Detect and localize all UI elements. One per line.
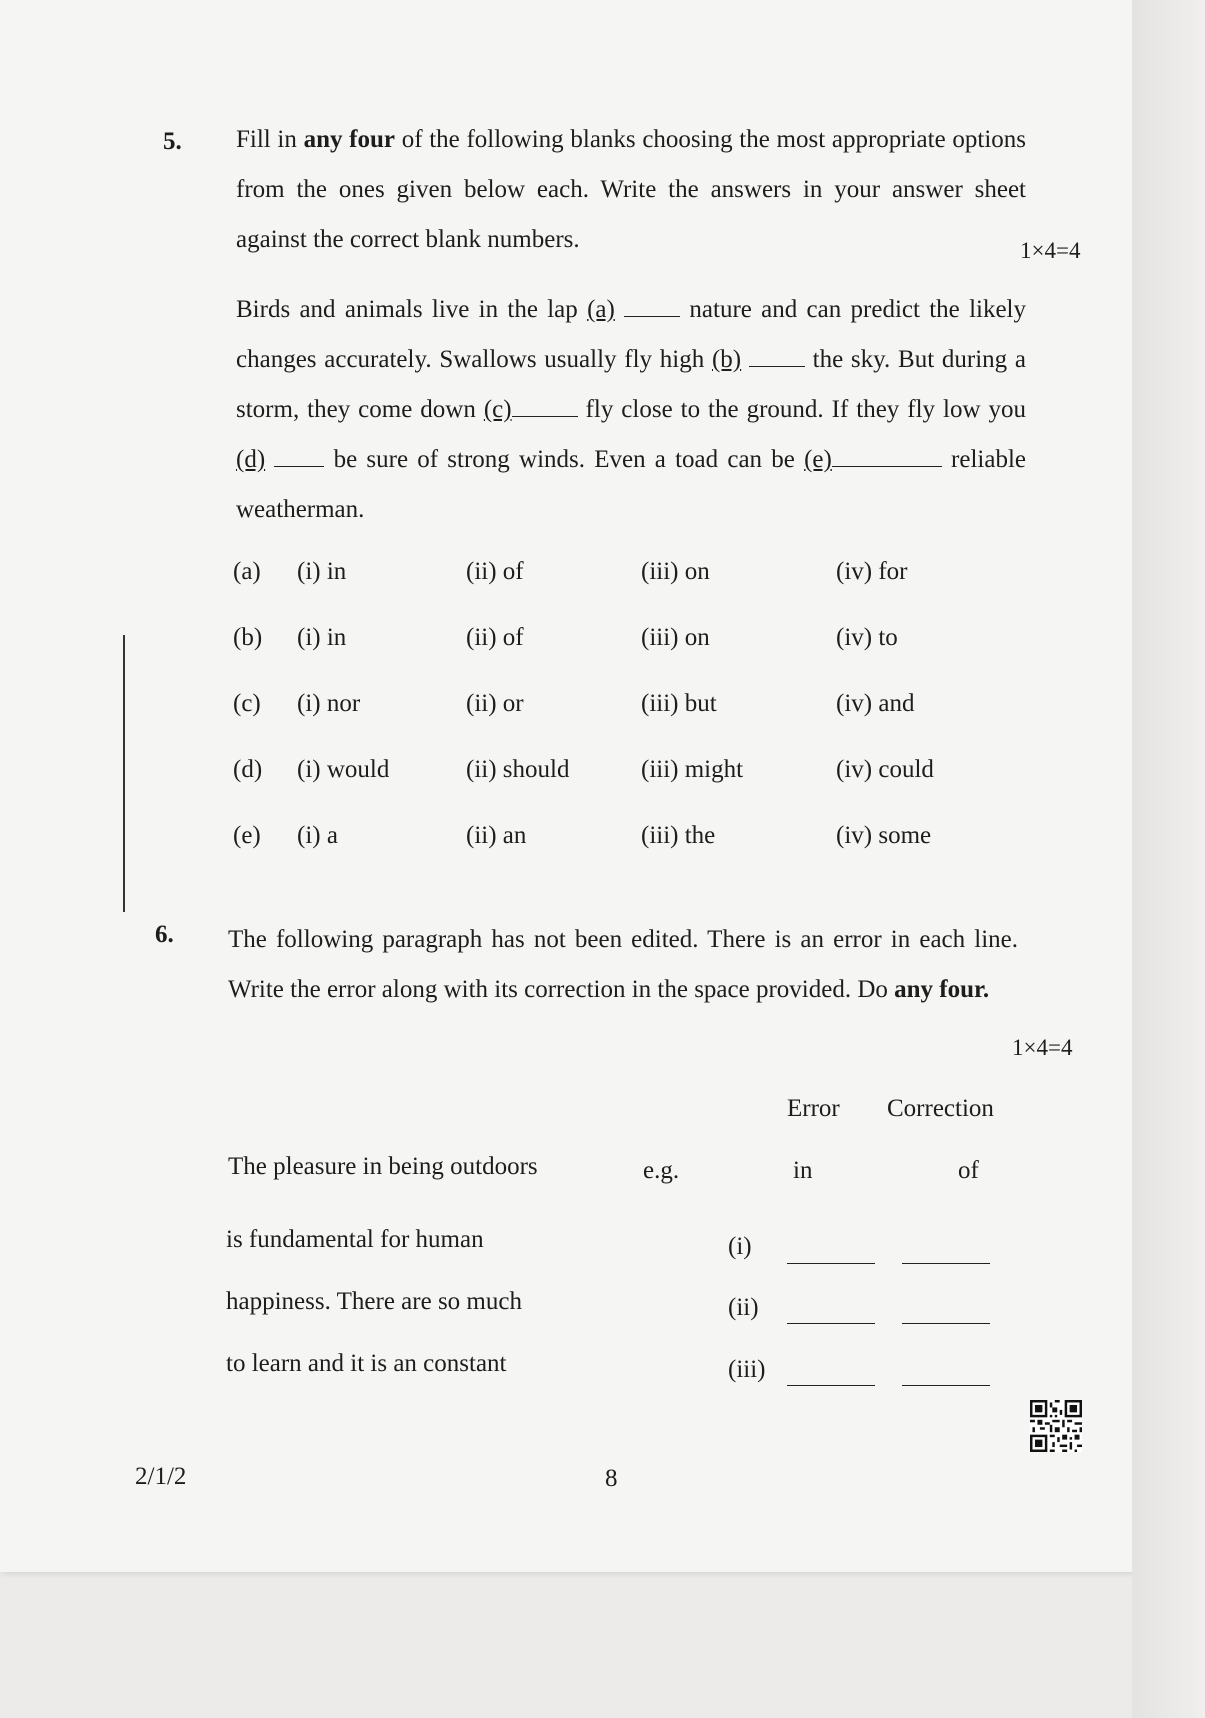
option-ii: (ii) or (466, 690, 524, 717)
option-ii: (ii) of (466, 558, 524, 585)
options-row-d (233, 756, 993, 792)
option-row-label: (b) (233, 624, 263, 651)
option-row-label: (c) (233, 690, 261, 717)
option-iv: (iv) some (836, 822, 932, 849)
blank-label-b: (b) (711, 346, 742, 373)
paragraph-line-2: happiness. There are so much (226, 1288, 522, 1315)
option-iv: (iv) to (836, 624, 898, 651)
page-edge (1132, 0, 1205, 1718)
column-header-error: Error (787, 1095, 840, 1122)
question-5-marks: 1×4=4 (1020, 238, 1081, 263)
options-row-b (233, 624, 993, 660)
option-i: (i) nor (297, 690, 361, 717)
passage-text-3: the sky. But during a storm, they come down (236, 346, 1026, 423)
error-blank-ii (787, 1322, 875, 1324)
option-i: (i) would (297, 756, 390, 783)
option-ii: (ii) an (466, 822, 527, 849)
option-iv: (iv) and (836, 690, 915, 717)
option-row-label: (e) (233, 822, 261, 849)
blank-b (749, 346, 805, 367)
question-6-instructions (228, 915, 1018, 1015)
passage-text-4: fly close to the ground. If they fly low you (577, 396, 1026, 423)
blank-e (832, 446, 942, 467)
q5-instr-text-2: of the following blanks choosing the most appropriate options from the ones given below each. Write the answers in your answer sheet against the correct blank numbers. (236, 126, 1027, 253)
option-iii: (iii) on (641, 624, 710, 651)
paragraph-line-0: The pleasure in being outdoors (228, 1153, 538, 1180)
line-label-i: (i) (728, 1233, 752, 1260)
blank-label-c: (c) (483, 396, 512, 423)
paragraph-line-1: is fundamental for human (226, 1226, 484, 1253)
q5-instr-text-1: Fill in (236, 126, 304, 153)
passage-text-1: Birds and animals live in the lap (236, 296, 588, 323)
passage-text-2: nature and can predict the likely changes accurately. Swallows usually fly high (236, 296, 1026, 373)
paper-code: 2/1/2 (135, 1463, 187, 1490)
option-iii: (iii) might (641, 756, 744, 783)
qr-code (1030, 1400, 1082, 1452)
blank-label-e: (e) (804, 446, 832, 473)
example-error: in (793, 1157, 813, 1184)
question-5-instructions (236, 115, 1026, 265)
option-i: (i) in (297, 624, 347, 651)
error-blank-iii (787, 1384, 875, 1386)
correction-blank-iii (902, 1384, 990, 1386)
option-ii: (ii) of (466, 624, 524, 651)
options-row-c (233, 690, 993, 726)
option-i: (i) in (297, 558, 347, 585)
error-blank-i (787, 1262, 875, 1264)
q5-instr-bold: any four (303, 126, 396, 153)
blank-a (624, 296, 680, 317)
blank-label-a: (a) (587, 296, 615, 323)
passage-text-5: be sure of strong winds. Even a toad can be (324, 446, 805, 473)
options-row-a (233, 558, 993, 594)
line-label-ii: (ii) (728, 1294, 759, 1321)
question-6-number: 6. (155, 921, 174, 948)
option-iv: (iv) for (836, 558, 908, 585)
correction-blank-i (902, 1262, 990, 1264)
example-correction: of (958, 1157, 979, 1184)
question-6-marks: 1×4=4 (1012, 1035, 1073, 1060)
line-label-iii: (iii) (728, 1356, 766, 1383)
paragraph-line-3: to learn and it is an constant (226, 1350, 507, 1377)
option-iii: (iii) the (641, 822, 716, 849)
option-iv: (iv) could (836, 756, 934, 783)
option-row-label: (a) (233, 558, 261, 585)
blank-d (274, 446, 324, 467)
option-ii: (ii) should (466, 756, 570, 783)
option-iii: (iii) on (641, 558, 710, 585)
q6-instr-bold: any four. (894, 976, 990, 1003)
blank-c (512, 396, 578, 417)
page-number: 8 (605, 1465, 618, 1492)
question-5-passage (236, 285, 1026, 535)
options-row-e (233, 822, 993, 858)
q6-instr-text: The following paragraph has not been edited. There is an error in each line. Write the error along with its correction in the space provided. Do (228, 926, 1018, 1003)
correction-blank-ii (902, 1322, 990, 1324)
example-label: e.g. (643, 1157, 680, 1184)
blank-label-d: (d) (236, 446, 266, 473)
option-iii: (iii) but (641, 690, 717, 717)
passage-text-6: reliable weatherman. (236, 446, 1026, 523)
question-5-number: 5. (163, 128, 182, 155)
option-i: (i) a (297, 822, 338, 849)
margin-mark (123, 635, 125, 912)
column-header-correction: Correction (887, 1095, 994, 1122)
option-row-label: (d) (233, 756, 263, 783)
